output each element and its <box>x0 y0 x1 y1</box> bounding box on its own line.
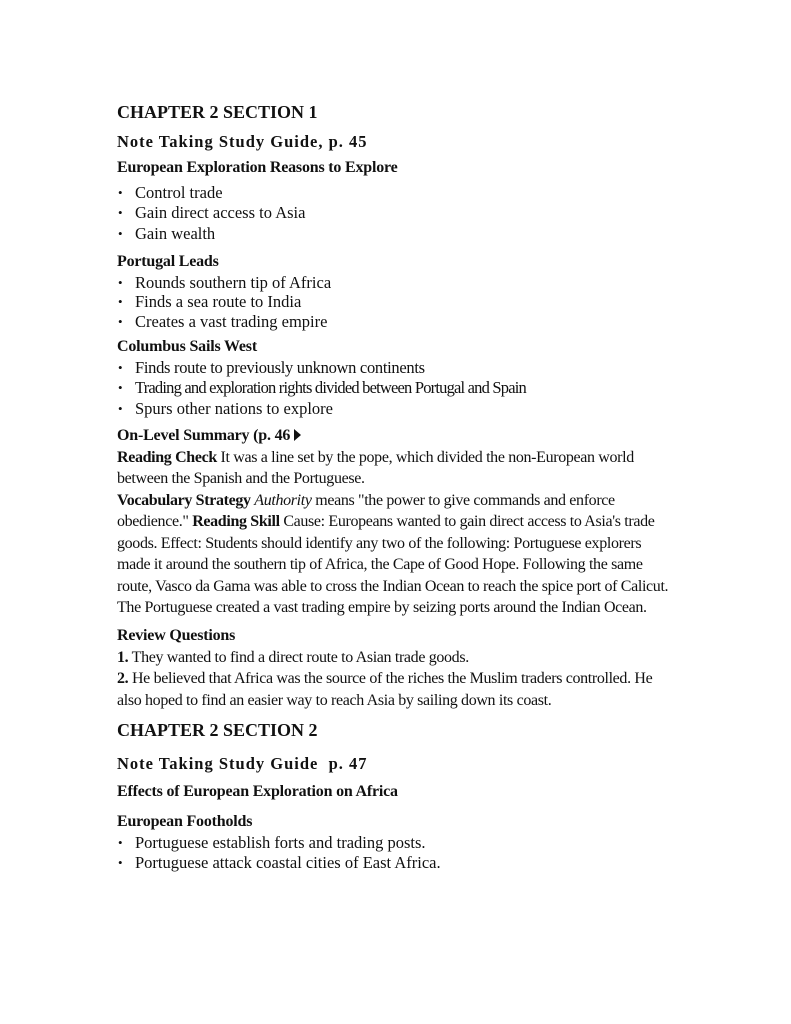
list-item: • Portuguese attack coastal cities of East Africa. <box>117 853 677 873</box>
study-guide-heading: Note Taking Study Guide, p. 45 <box>117 132 368 151</box>
reading-skill-text: Cause: Europeans wanted to gain direct access to Asia's trade goods. Effect: Students should identify any two of the following: Portuguese explorers made it around the southern tip of Africa, the Cape of Good Hope. Following the same route, Vasco da Gama was able to cross the Indian Ocean to reach the spice port of Calicut. The Portuguese created a vast trading empire by seizing ports around the Indian Ocean. <box>117 513 669 616</box>
list-item: • Control trade <box>117 183 677 203</box>
vocabulary-paragraph <box>117 490 677 619</box>
columbus-list <box>117 358 677 419</box>
list-item: • Gain direct access to Asia <box>117 203 677 223</box>
summary-heading-text: On-Level Summary (p. 46 <box>117 426 291 444</box>
reading-check-label: Reading Check <box>117 448 217 466</box>
summary-paragraph <box>117 447 677 490</box>
list-item: • Trading and exploration rights divided between Portugal and Spain <box>117 378 677 398</box>
portugal-list <box>117 273 677 332</box>
list-item: • Spurs other nations to explore <box>117 399 677 419</box>
subheading-portugal: Portugal Leads <box>117 252 219 270</box>
question-number: 1. <box>117 648 129 666</box>
reading-check-text: It was a line set by the pope, which divided the non-European world between the Spanish and the Portuguese. <box>117 448 634 487</box>
list-item: • Creates a vast trading empire <box>117 312 677 332</box>
document-page <box>117 100 677 872</box>
footholds-list <box>117 833 677 872</box>
chapter-heading: CHAPTER 2 SECTION 2 <box>117 720 318 740</box>
right-triangle-icon <box>294 429 301 441</box>
subheading-columbus: Columbus Sails West <box>117 338 257 355</box>
subheading-footholds: European Footholds <box>117 813 253 830</box>
review-answer-1 <box>117 647 677 669</box>
list-item: • Portuguese establish forts and trading posts. <box>117 833 677 853</box>
study-guide-heading: Note Taking Study Guide p. 47 <box>117 754 368 773</box>
reasons-list <box>117 183 677 244</box>
vocabulary-text: means "the power to give commands and enforce obedience." <box>117 491 615 530</box>
list-item: • Finds route to previously unknown continents <box>117 358 677 378</box>
vocabulary-label: Vocabulary Strategy <box>117 491 251 509</box>
list-item: • Gain wealth <box>117 224 677 244</box>
review-answer-2 <box>117 668 677 711</box>
vocabulary-term: Authority <box>254 491 312 509</box>
list-item: • Rounds southern tip of Africa <box>117 273 677 293</box>
topic-heading: Effects of European Exploration on Africa <box>117 783 398 800</box>
review-questions-heading: Review Questions <box>117 626 236 644</box>
summary-heading <box>117 425 677 447</box>
reading-skill-label: Reading Skill <box>192 513 280 530</box>
answer-text: He believed that Africa was the source of the riches the Muslim traders controlled. He also hoped to find an easier way to reach Asia by sailing down its coast. <box>117 670 653 709</box>
question-number: 2. <box>117 670 129 687</box>
chapter-heading: CHAPTER 2 SECTION 1 <box>117 102 318 122</box>
list-item: • Finds a sea route to India <box>117 292 677 312</box>
answer-text: They wanted to find a direct route to Asian trade goods. <box>128 648 469 666</box>
topic-heading: European Exploration Reasons to Explore <box>117 159 398 176</box>
